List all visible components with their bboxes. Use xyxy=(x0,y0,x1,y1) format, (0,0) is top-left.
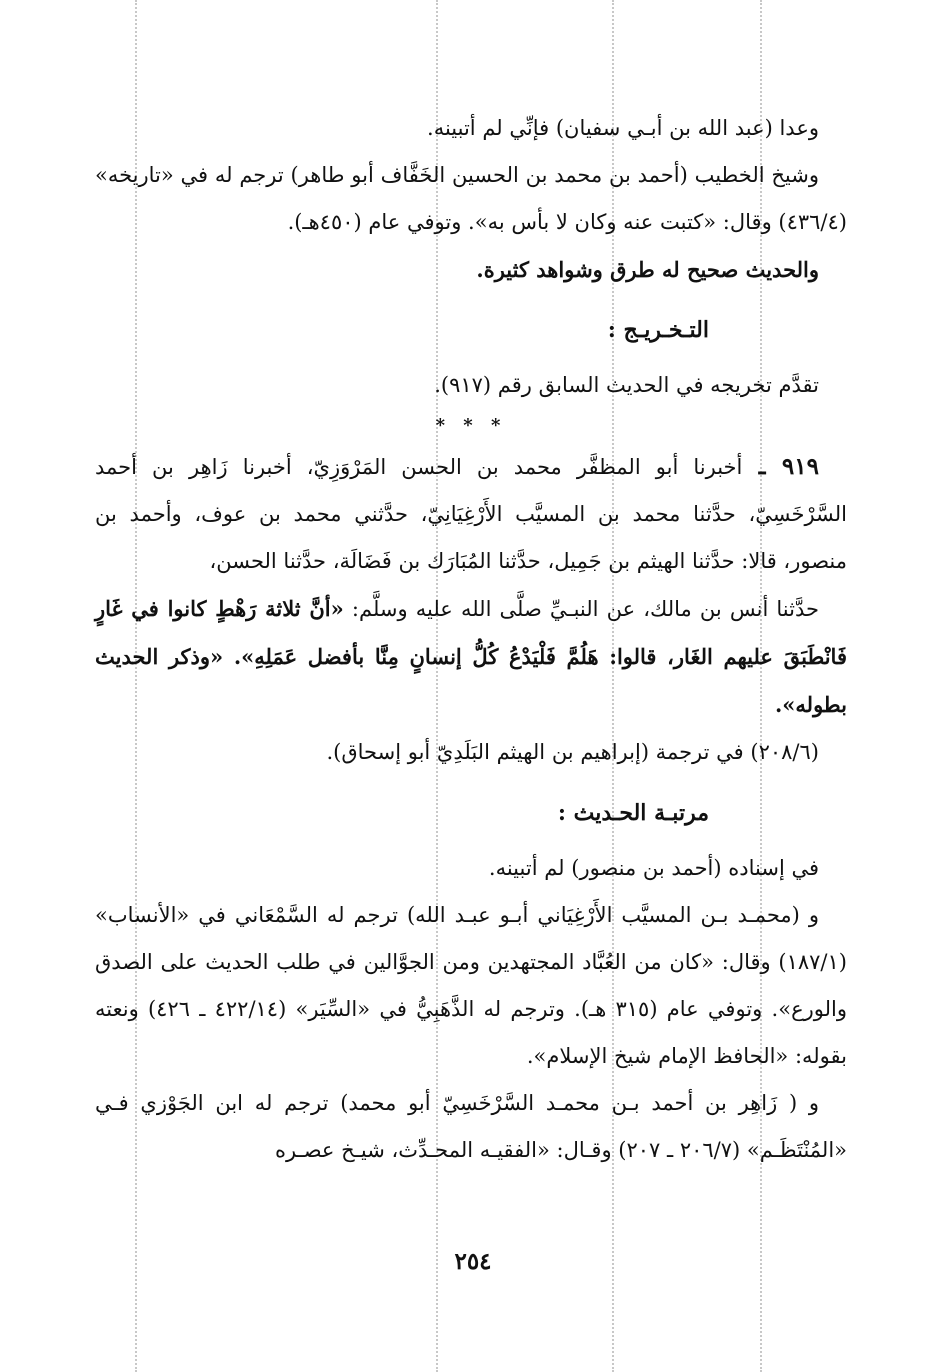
hadith-isnad-paragraph xyxy=(95,443,847,585)
book-page-body xyxy=(95,105,847,1174)
heading-takhrij: التـخـريـج : xyxy=(607,317,709,343)
martaba-paragraph-2: و (محمـد بـن المسيَّب الأَرْغِيَاني أبـو عبـد الله) ترجم له السَّمْعَاني في «الأنساب» (١٨٧/١) وقال: «كان من العُبَّاد المجتهدين ومن الجوَّالين في طلب الحديث على الصدق والورع». وتوفي عام (٣١٥ هـ). وترجم له الذَّهَبِيُّ في «السِّيَر» (٤٢٢/١٤ ـ ٤٢٦) ونعته بقوله: «الحافظ الإمام شيخ الإسلام». xyxy=(95,903,847,1068)
hadith-matn-quote: «أنَّ ثلاثة رَهْطٍ كانوا في غَارٍ فَانْطَبَقَ عليهم الغَار، قالوا: هَلُمَّ فَلْيَدْعُ كُلُّ إنسانٍ مِنَّا بأفضل عَمَلِهِ». xyxy=(95,596,847,669)
hadith-matn-end: «وذكر الحديث بطوله». xyxy=(95,644,847,717)
hadith-matn-paragraph xyxy=(95,585,847,729)
hadith-matn-intro: حدَّثنا أنس بن مالك، عن النبـيِّ صلَّى الله عليه وسلَّم: xyxy=(343,597,819,621)
martaba-paragraph-3: و ( زَاهِر بن أحمد بـن محمـد السَّرْخَسِيّ أبو محمد) ترجم له ابن الجَوْزي فـي «المُنْتَظَـم» (٢٠٦/٧ ـ ٢٠٧) وقـال: «الفقيـه المحـدِّث، شيـخ عصـره xyxy=(95,1091,847,1162)
paragraph-hadith-grade-summary: والحديث صحيح له طرق وشواهد كثيرة. xyxy=(476,257,819,282)
hadith-dash: ـ xyxy=(742,453,782,480)
hadith-number: ٩١٩ xyxy=(781,453,819,480)
takhrij-text: تقدَّم تخريجه في الحديث السابق رقم (٩١٧). xyxy=(434,373,819,397)
section-separator: * * * xyxy=(435,415,507,436)
page-number: ٢٥٤ xyxy=(454,1248,492,1275)
martaba-paragraph-1: في إسناده (أحمد بن منصور) لم أتبينه. xyxy=(488,856,819,880)
heading-martaba: مرتبـة الحـديث : xyxy=(557,800,709,826)
paragraph-khatib-shaykh: وشيخ الخطيب (أحمد بن محمد بن الحسين الخَفَّاف أبو طاهر) ترجم له في «تاريخه» (٤٣٦/٤) وقال: «كتبت عنه وكان لا بأس به». وتوفي عام (٤٥٠هـ). xyxy=(95,163,847,234)
paragraph-abdullah: وعدا (عبد الله بن أبـي سفيان) فإنِّي لم أتبينه. xyxy=(427,116,819,140)
hadith-source: (٢٠٨/٦) في ترجمة (إبراهيم بن الهيثم البَلَدِيّ أبو إسحاق). xyxy=(326,740,819,764)
hadith-isnad: أخبرنا أبو المظفَّر محمد بن الحسن المَرْوَزِيّ، أخبرنا زَاهِر بن أحمد السَّرْخَسِيّ، حدَّثنا محمد بن المسيَّب الأَرْغِيَانِيّ، حدَّثني محمد بن عوف، وأحمد بن منصور، قالا: حدَّثنا الهيثم بن جَمِيل، حدَّثنا المُبَارَك بن فَضَالَة، حدَّثنا الحسن، xyxy=(95,455,847,573)
